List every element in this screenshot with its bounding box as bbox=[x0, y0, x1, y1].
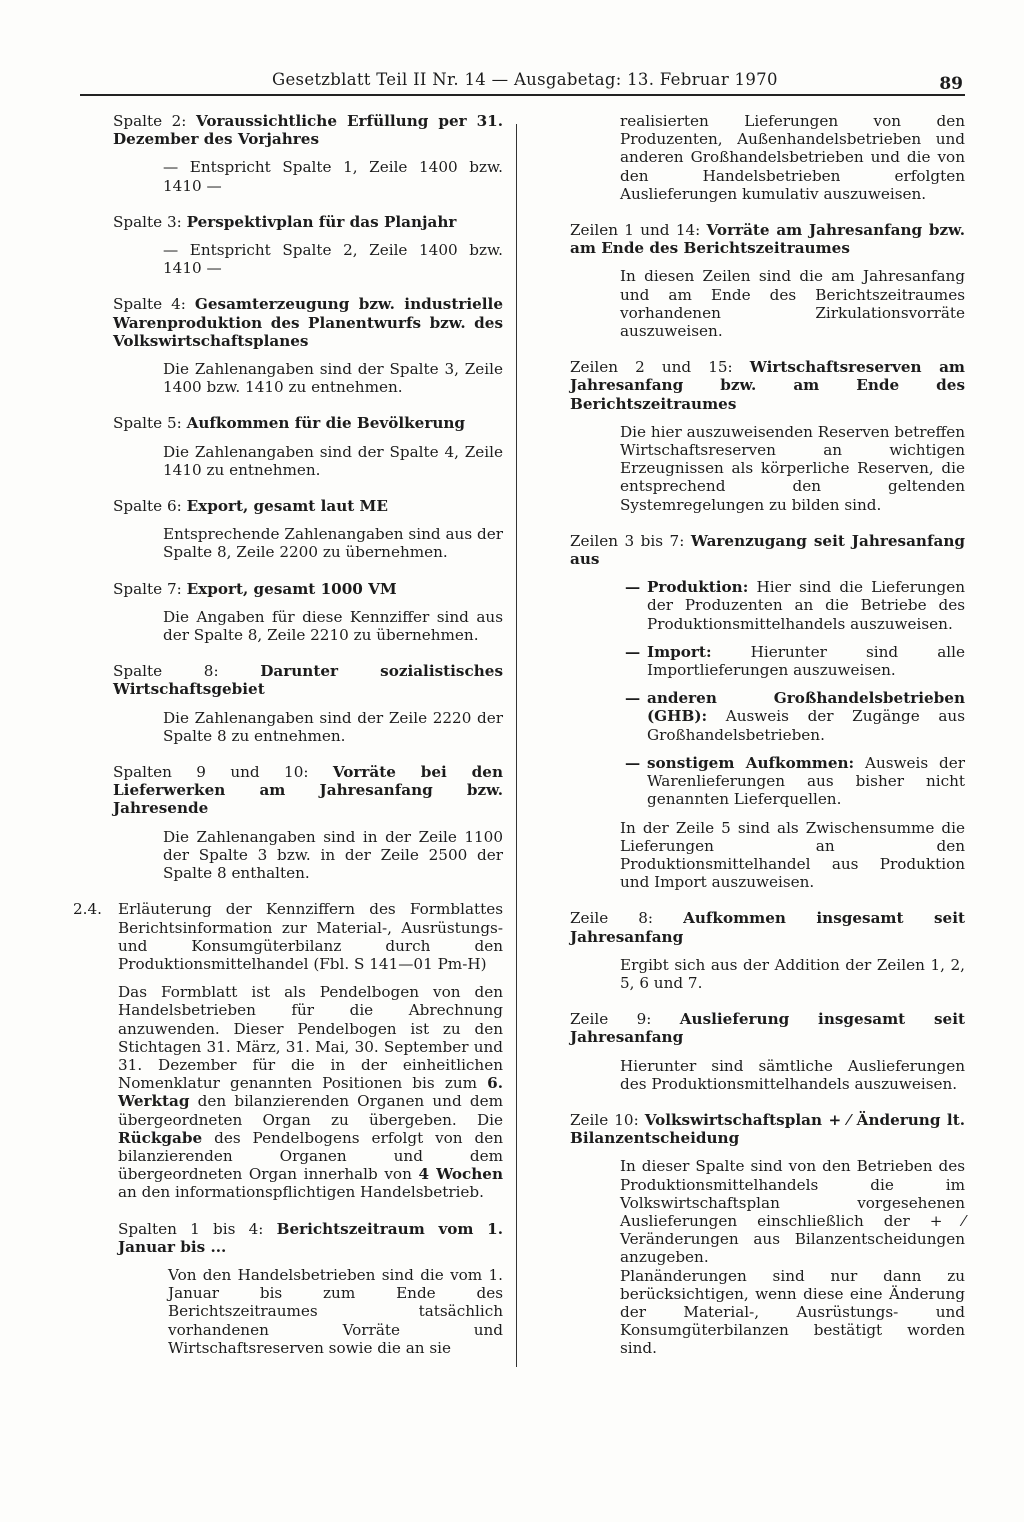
heading-spalte-5: Spalte 5: Aufkommen für die Bevölkerung bbox=[113, 414, 466, 433]
page-header bbox=[80, 64, 965, 96]
heading-zeile-10: Zeile 10: Volkswirtschaftsplan + ⁄ Änderung lt. Bilanzentscheidung bbox=[570, 1110, 966, 1148]
text-spalte-3: — Entspricht Spalte 2, Zeile 1400 bzw. 1410 — bbox=[163, 241, 503, 278]
heading-spalte-3: Spalte 3: Perspektivplan für das Planjahr bbox=[113, 212, 457, 231]
heading-zeilen-3-7: Zeilen 3 bis 7: Warenzugang seit Jahresanfang aus bbox=[570, 531, 966, 569]
text-spalte-6: Entsprechende Zahlenangaben sind aus der Spalte 8, Zeile 2200 zu übernehmen. bbox=[163, 525, 503, 562]
text-spalten-1-4: Von den Handelsbetrieben sind die vom 1. Januar bis zum Ende des Berichtszeitraumes tatsächlich vorhandenen Vorräte und Wirtschaftsreserven sowie die an sie bbox=[168, 1265, 503, 1357]
heading-spalte-6: Spalte 6: Export, gesamt laut ME bbox=[113, 497, 388, 516]
continued-text: realisierten Lieferungen von den Produzenten, Außenhandelsbetrieben und anderen Großhandelsbetrieben und die von den Handelsbetrieben erfolgten Auslieferungen kumulativ auszuweisen. bbox=[620, 112, 965, 203]
text-zeile-10-b: Planänderungen sind nur dann zu berücksichtigen, wenn diese eine Änderung der Material-, Ausrüstungs- und Konsumgüterbilanzen bestätigt worden sind. bbox=[620, 1266, 965, 1358]
text-zeile-8: Ergibt sich aus der Addition der Zeilen 1, 2, 5, 6 und 7. bbox=[620, 955, 965, 992]
note-zeile-5: In der Zeile 5 sind als Zwischensumme die Lieferungen an den Produktionsmittelhandel aus Produktion und Import auszuweisen. bbox=[620, 818, 965, 892]
section-number: 2.4. bbox=[73, 900, 102, 919]
text-spalte-4: Die Zahlenangaben sind der Spalte 3, Zeile 1400 bzw. 1410 zu entnehmen. bbox=[163, 360, 503, 397]
text-spalte-7: Die Angaben für diese Kennziffer sind aus der Spalte 8, Zeile 2210 zu übernehmen. bbox=[163, 607, 503, 645]
list-item: — Import: Hierunter sind alle Importlieferungen auszuweisen. bbox=[625, 642, 965, 680]
page-number: 89 bbox=[939, 74, 963, 94]
list-item: — Produktion: Hier sind die Lieferungen der Produzenten an die Betriebe des Produktionsmittelhandels auszuweisen. bbox=[625, 578, 965, 633]
heading-zeile-9: Zeile 9: Auslieferung insgesamt seit Jahresanfang bbox=[570, 1010, 965, 1047]
text-spalten-9-10: Die Zahlenangaben sind in der Zeile 1100 der Spalte 3 bzw. in der Zeile 2500 der Spalte 8 enthalten. bbox=[163, 827, 503, 883]
heading-spalte-2: Spalte 2: Voraussichtliche Erfüllung per 31. Dezember des Vorjahres bbox=[113, 112, 503, 149]
heading-spalte-7: Spalte 7: Export, gesamt 1000 VM bbox=[113, 579, 397, 598]
text-zeilen-1-14: In diesen Zeilen sind die am Jahresanfang und am Ende des Berichtszeitraumes vorhandenen Zirkulationsvorräte auszuweisen. bbox=[620, 267, 965, 341]
text-zeilen-2-15: Die hier auszuweisenden Reserven betreffen Wirtschaftsreserven an wichtigen Erzeugnissen als körperliche Reserven, die entsprechend den geltenden Systemregelungen zu bilden sind. bbox=[620, 422, 965, 514]
heading-spalten-1-4: Spalten 1 bis 4: Berichtszeitraum vom 1. Januar bis ... bbox=[118, 1219, 503, 1256]
header-title: Gesetzblatt Teil II Nr. 14 — Ausgabetag: 13. Februar 1970 bbox=[272, 70, 778, 89]
heading-zeilen-1-14: Zeilen 1 und 14: Vorräte am Jahresanfang bzw. am Ende des Berichtszeitraumes bbox=[570, 221, 965, 258]
heading-spalte-8: Spalte 8: Darunter sozialistisches Wirtschaftsgebiet bbox=[113, 662, 503, 699]
heading-spalte-4: Spalte 4: Gesamterzeugung bzw. industrielle Warenproduktion des Planentwurfs bzw. des Volkswirtschaftsplanes bbox=[113, 295, 503, 350]
section-title: Erläuterung der Kennziffern des Formblattes Berichtsinformation zur Material-, Ausrüstungs- und Konsumgüterbilanz durch den Produktionsmittelhandel (Fbl. S 141—01 Pm-H) bbox=[118, 900, 503, 973]
text-spalte-5: Die Zahlenangaben sind der Spalte 4, Zeile 1410 zu entnehmen. bbox=[163, 442, 503, 479]
right-column bbox=[570, 112, 965, 1358]
text-spalte-2: — Entspricht Spalte 1, Zeile 1400 bzw. 1410 — bbox=[163, 158, 503, 195]
text-zeile-9: Hierunter sind sämtliche Auslieferungen des Produktionsmittelhandels auszuweisen. bbox=[620, 1056, 965, 1093]
column-divider bbox=[516, 124, 517, 1367]
text-zeile-10-a: In dieser Spalte sind von den Betrieben des Produktionsmittelhandels die im Volkswirtschaftsplan vorgesehenen Auslieferungen einschließlich der + ⁄ Veränderungen aus Bilanzentscheidungen anzugeben. bbox=[620, 1157, 965, 1267]
heading-zeile-8: Zeile 8: Aufkommen insgesamt seit Jahresanfang bbox=[570, 909, 965, 946]
heading-zeilen-2-15: Zeilen 2 und 15: Wirtschaftsreserven am Jahresanfang bzw. am Ende des Berichtszeitraumes bbox=[570, 358, 966, 413]
list-item: — anderen Großhandelsbetrieben (GHB): Ausweis der Zugänge aus Großhandelsbetrieben. bbox=[625, 689, 966, 744]
left-column bbox=[73, 112, 504, 1357]
list-item: — sonstigem Aufkommen: Ausweis der Warenlieferungen aus bisher nicht genannten Lieferquellen. bbox=[625, 753, 966, 809]
section-2-4 bbox=[73, 900, 504, 1357]
text-spalte-8: Die Zahlenangaben sind der Zeile 2220 der Spalte 8 zu entnehmen. bbox=[163, 708, 503, 745]
section-paragraph: Das Formblatt ist als Pendelbogen von den Handelsbetrieben für die Abrechnung anzuwenden. Dieser Pendelbogen ist zu den Stichtagen 31. März, 31. Mai, 30. September und 31. Dezember für die in der einheitlichen Nomenklatur genannten Positionen bis zum 6. Werktag den bilanzierenden Organen und dem übergeordneten Organ zu übergeben. Die Rückgabe des Pendelbogens erfolgt von den bilanzierenden Organen und dem übergeordneten Organ innerhalb von 4 Wochen an den informationspflichtigen Handelsbetrieb. bbox=[118, 983, 504, 1202]
heading-spalten-9-10: Spalten 9 und 10: Vorräte bei den Lieferwerken am Jahresanfang bzw. Jahresende bbox=[113, 763, 503, 818]
